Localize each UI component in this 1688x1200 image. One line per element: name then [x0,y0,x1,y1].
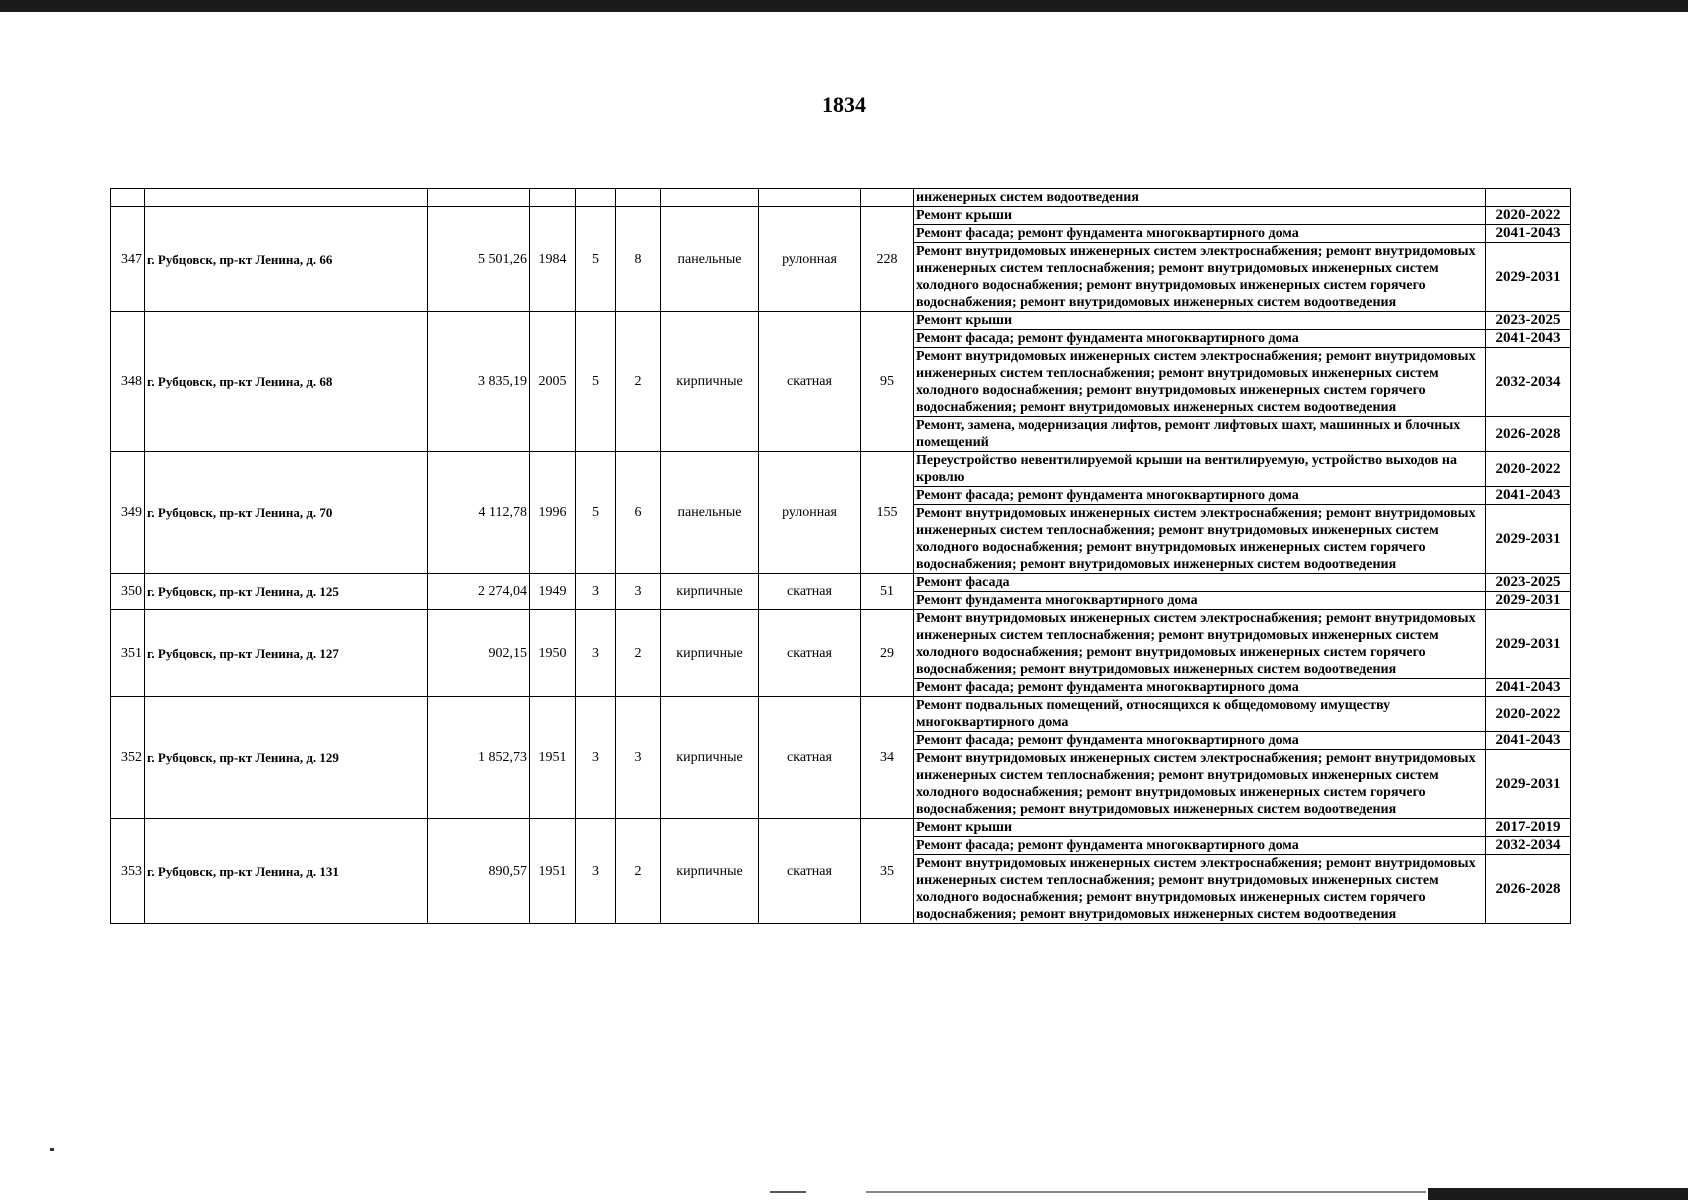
wall-material-cell: кирпичные [661,312,759,452]
floors-cell: 3 [576,610,616,697]
work-period-cell: 2041-2043 [1486,225,1571,243]
empty-cell [616,189,661,207]
area-cell: 3 835,19 [428,312,530,452]
work-type-cell: Ремонт внутридомовых инженерных систем электроснабжения; ремонт внутридомовых инженерных систем теплоснабжения; ремонт внутридомовых инженерных систем холодного водоснабжения; ремонт внутридомовых инженерных систем горячего водоснабжения; ремонт внутридомовых инженерных систем водоотведения [914,243,1486,312]
table-row [111,610,1571,679]
table-row [111,574,1571,592]
row-number-cell: 352 [111,697,145,819]
page-number: 1834 [822,92,866,117]
residents-cell: 155 [861,452,914,574]
residents-cell: 35 [861,819,914,924]
roof-type-cell: рулонная [759,452,861,574]
scan-dash [866,1191,1426,1193]
address-cell: г. Рубцовск, пр-кт Ленина, д. 131 [145,819,428,924]
address-cell: г. Рубцовск, пр-кт Ленина, д. 68 [145,312,428,452]
empty-cell [759,189,861,207]
empty-cell [530,189,576,207]
floors-cell: 3 [576,574,616,610]
work-type-cell: Ремонт внутридомовых инженерных систем электроснабжения; ремонт внутридомовых инженерных систем теплоснабжения; ремонт внутридомовых инженерных систем холодного водоснабжения; ремонт внутридомовых инженерных систем горячего водоснабжения; ремонт внутридомовых инженерных систем водоотведения [914,505,1486,574]
work-type-cell: Ремонт крыши [914,819,1486,837]
year-cell: 1984 [530,207,576,312]
row-number-cell: 351 [111,610,145,697]
table-row-continuation [111,189,1571,207]
work-type-cell: Ремонт фасада [914,574,1486,592]
work-period-cell: 2023-2025 [1486,574,1571,592]
work-type-cell: Ремонт внутридомовых инженерных систем электроснабжения; ремонт внутридомовых инженерных систем теплоснабжения; ремонт внутридомовых инженерных систем холодного водоснабжения; ремонт внутридомовых инженерных систем горячего водоснабжения; ремонт внутридомовых инженерных систем водоотведения [914,348,1486,417]
work-period-cell: 2029-2031 [1486,592,1571,610]
housing-repair-table [110,188,1571,924]
residents-cell: 29 [861,610,914,697]
area-cell: 4 112,78 [428,452,530,574]
work-type-cell: Ремонт фасада; ремонт фундамента многоквартирного дома [914,837,1486,855]
row-number-cell: 347 [111,207,145,312]
work-period-cell: 2041-2043 [1486,330,1571,348]
row-number-cell: 353 [111,819,145,924]
year-cell: 1951 [530,819,576,924]
work-period-cell: 2032-2034 [1486,348,1571,417]
address-cell: г. Рубцовск, пр-кт Ленина, д. 66 [145,207,428,312]
table-row [111,312,1571,330]
scan-dash [770,1191,806,1193]
roof-type-cell: рулонная [759,207,861,312]
year-cell: 1951 [530,697,576,819]
work-period-cell: 2026-2028 [1486,855,1571,924]
address-cell: г. Рубцовск, пр-кт Ленина, д. 70 [145,452,428,574]
work-period-cell: 2020-2022 [1486,207,1571,225]
work-type-cell: Ремонт фундамента многоквартирного дома [914,592,1486,610]
floors-cell: 3 [576,819,616,924]
residents-cell: 51 [861,574,914,610]
empty-cell [661,189,759,207]
area-cell: 1 852,73 [428,697,530,819]
entrances-cell: 2 [616,610,661,697]
work-period-cell: 2041-2043 [1486,487,1571,505]
wall-material-cell: панельные [661,452,759,574]
work-type-cell: Ремонт фасада; ремонт фундамента многоквартирного дома [914,679,1486,697]
work-type-cell: Ремонт внутридомовых инженерных систем электроснабжения; ремонт внутридомовых инженерных систем теплоснабжения; ремонт внутридомовых инженерных систем холодного водоснабжения; ремонт внутридомовых инженерных систем горячего водоснабжения; ремонт внутридомовых инженерных систем водоотведения [914,855,1486,924]
empty-cell [861,189,914,207]
work-period-cell: 2017-2019 [1486,819,1571,837]
roof-type-cell: скатная [759,312,861,452]
wall-material-cell: кирпичные [661,819,759,924]
floors-cell: 5 [576,207,616,312]
scan-mark [50,1148,54,1151]
work-type-cell: Ремонт фасада; ремонт фундамента многоквартирного дома [914,225,1486,243]
row-number-cell: 348 [111,312,145,452]
wall-material-cell: кирпичные [661,697,759,819]
work-period-cell [1486,189,1571,207]
work-period-cell: 2041-2043 [1486,732,1571,750]
work-period-cell: 2029-2031 [1486,610,1571,679]
roof-type-cell: скатная [759,574,861,610]
year-cell: 1996 [530,452,576,574]
entrances-cell: 6 [616,452,661,574]
work-period-cell: 2023-2025 [1486,312,1571,330]
table-row [111,697,1571,732]
work-period-cell: 2026-2028 [1486,417,1571,452]
year-cell: 2005 [530,312,576,452]
wall-material-cell: кирпичные [661,574,759,610]
table-row [111,207,1571,225]
address-cell: г. Рубцовск, пр-кт Ленина, д. 125 [145,574,428,610]
area-cell: 890,57 [428,819,530,924]
floors-cell: 5 [576,452,616,574]
entrances-cell: 3 [616,697,661,819]
scan-bottom-border [1428,1188,1688,1200]
wall-material-cell: кирпичные [661,610,759,697]
table-row [111,819,1571,837]
work-type-cell: Ремонт внутридомовых инженерных систем электроснабжения; ремонт внутридомовых инженерных систем теплоснабжения; ремонт внутридомовых инженерных систем холодного водоснабжения; ремонт внутридомовых инженерных систем горячего водоснабжения; ремонт внутридомовых инженерных систем водоотведения [914,610,1486,679]
wall-material-cell: панельные [661,207,759,312]
work-type-cell: Ремонт крыши [914,207,1486,225]
row-number-cell: 349 [111,452,145,574]
residents-cell: 95 [861,312,914,452]
entrances-cell: 8 [616,207,661,312]
work-type-cell: Ремонт фасада; ремонт фундамента многоквартирного дома [914,732,1486,750]
work-period-cell: 2041-2043 [1486,679,1571,697]
work-period-cell: 2029-2031 [1486,750,1571,819]
work-period-cell: 2032-2034 [1486,837,1571,855]
roof-type-cell: скатная [759,697,861,819]
address-cell: г. Рубцовск, пр-кт Ленина, д. 129 [145,697,428,819]
empty-cell [145,189,428,207]
floors-cell: 5 [576,312,616,452]
work-type-cell: Ремонт фасада; ремонт фундамента многоквартирного дома [914,487,1486,505]
work-type-cell: Ремонт крыши [914,312,1486,330]
work-type-cell: Переустройство невентилируемой крыши на вентилируемую, устройство выходов на кровлю [914,452,1486,487]
entrances-cell: 3 [616,574,661,610]
residents-cell: 228 [861,207,914,312]
empty-cell [576,189,616,207]
empty-cell [111,189,145,207]
work-type-cell: Ремонт фасада; ремонт фундамента многоквартирного дома [914,330,1486,348]
area-cell: 5 501,26 [428,207,530,312]
work-period-cell: 2020-2022 [1486,697,1571,732]
work-type-cell: Ремонт, замена, модернизация лифтов, ремонт лифтовых шахт, машинных и блочных помещений [914,417,1486,452]
work-period-cell: 2029-2031 [1486,243,1571,312]
table-row [111,452,1571,487]
work-period-cell: 2020-2022 [1486,452,1571,487]
roof-type-cell: скатная [759,819,861,924]
work-type-cell: Ремонт подвальных помещений, относящихся к общедомовому имуществу многоквартирного дома [914,697,1486,732]
address-cell: г. Рубцовск, пр-кт Ленина, д. 127 [145,610,428,697]
entrances-cell: 2 [616,819,661,924]
year-cell: 1950 [530,610,576,697]
roof-type-cell: скатная [759,610,861,697]
work-period-cell: 2029-2031 [1486,505,1571,574]
year-cell: 1949 [530,574,576,610]
table-body [111,189,1571,924]
work-type-cell: Ремонт внутридомовых инженерных систем электроснабжения; ремонт внутридомовых инженерных систем теплоснабжения; ремонт внутридомовых инженерных систем холодного водоснабжения; ремонт внутридомовых инженерных систем горячего водоснабжения; ремонт внутридомовых инженерных систем водоотведения [914,750,1486,819]
row-number-cell: 350 [111,574,145,610]
residents-cell: 34 [861,697,914,819]
floors-cell: 3 [576,697,616,819]
entrances-cell: 2 [616,312,661,452]
empty-cell [428,189,530,207]
work-type-cell: инженерных систем водоотведения [914,189,1486,207]
area-cell: 902,15 [428,610,530,697]
area-cell: 2 274,04 [428,574,530,610]
scan-top-border [0,0,1688,12]
